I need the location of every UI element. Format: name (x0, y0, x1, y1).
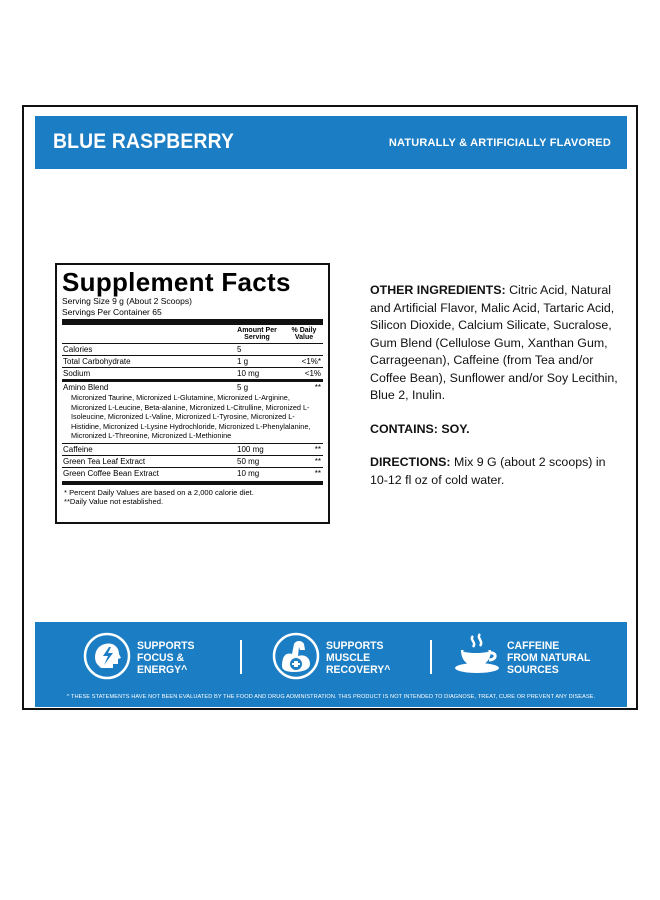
benefits-banner (35, 622, 627, 707)
daily-value-footnote: * Percent Daily Values are based on a 2,000 calorie diet. (64, 487, 254, 497)
serving-size: Serving Size 9 g (About 2 Scoops) (62, 296, 192, 306)
product-label (22, 105, 638, 710)
benefit-separator (240, 640, 242, 674)
facts-row (62, 444, 323, 455)
nutrient-dv: ** (314, 444, 321, 454)
nutrient-dv: ** (314, 456, 321, 466)
contains-label: CONTAINS: (370, 421, 438, 436)
nutrient-dv: <1%* (301, 357, 321, 366)
servings-per-container: Servings Per Container 65 (62, 307, 162, 317)
benefit-line: SUPPORTS (326, 640, 384, 652)
nutrient-amount: 50 mg (237, 456, 260, 466)
nutrient-amount: 5 (237, 345, 242, 354)
benefit-line: FROM NATURAL (507, 652, 591, 664)
facts-row (62, 344, 323, 355)
benefit-line: ENERGY^ (137, 664, 188, 676)
supplement-facts-panel (55, 263, 330, 524)
nutrient-name: Calories (63, 345, 93, 354)
blend-name: Amino Blend (63, 383, 109, 392)
benefit-text (326, 640, 421, 676)
benefit-separator (430, 640, 432, 674)
nutrient-amount: 10 mg (237, 468, 260, 478)
other-ingredients-text: Citric Acid, Natural and Artificial Flavor, Malic Acid, Tartaric Acid, Silicon Dioxide, Calcium Silicate, Sucralose, Gum Blend (Cellulose Gum, Xanthan Gum, Carrageenan), Caffeine (from Tea and/or Coffee Bean), Sunflower and/or Soy Lecithin, Blue 2, Inulin. (370, 283, 618, 402)
nutrient-amount: 1 g (237, 357, 249, 366)
other-ingredients (370, 282, 620, 405)
facts-column-header (62, 325, 323, 343)
benefit-text (507, 640, 602, 676)
nutrient-name: Sodium (63, 369, 91, 378)
directions-text: Mix 9 G (about 2 scoops) in 10-12 fl oz of cold water. (370, 455, 606, 487)
blend-ingredients: Micronized Taurine, Micronized L-Glutamine, Micronized L-Arginine, Micronized L-Leucine, Beta-alanine, Micronized L-Citrulline, Micronized L-Isoleucine, Micronized L-Valine, Micronized L-Tyrosine, Micronized L-Histidine, Micronized L-Lysine Hydrochloride, Micronized L-Phenylalanine, Micronized L-Threonine, Micronized L-Methionine (71, 393, 311, 441)
brain-bolt-icon (83, 632, 131, 680)
facts-divider (62, 481, 323, 485)
fda-disclaimer: ^ THESE STATEMENTS HAVE NOT BEEN EVALUATED BY THE FOOD AND DRUG ADMINISTRATION. THIS PRODUCT IS NOT INTENDED TO DIAGNOSE, TREAT, CURE OR PREVENT ANY DISEASE. (66, 694, 596, 700)
benefit-line: RECOVERY^ (326, 664, 391, 676)
contains-statement (370, 421, 620, 439)
directions-label: DIRECTIONS: (370, 455, 451, 469)
other-ingredients-label: OTHER INGREDIENTS: (370, 283, 506, 297)
benefit-line: FOCUS & (137, 652, 185, 664)
facts-title: Supplement Facts (62, 267, 291, 297)
coffee-cup-icon (453, 632, 501, 680)
nutrient-name: Total Carbohydrate (63, 357, 131, 366)
benefit-text (137, 640, 232, 676)
flavor-banner (35, 116, 627, 169)
nutrient-name: Green Tea Leaf Extract (63, 456, 146, 466)
muscle-arm-icon (272, 632, 320, 680)
benefit-line: CAFFEINE (507, 640, 560, 652)
flavor-note: NATURALLY & ARTIFICIALLY FLAVORED (388, 137, 611, 149)
amino-blend-row (62, 382, 323, 393)
benefit-line: SOURCES (507, 664, 559, 676)
blend-dv: ** (314, 383, 321, 392)
facts-row (62, 356, 323, 367)
ingredients-column (370, 282, 620, 505)
amount-per-serving-header: Amount Per Serving (237, 327, 277, 341)
nutrient-amount: 100 mg (237, 444, 264, 454)
flavor-name: BLUE RASPBERRY (53, 130, 235, 153)
not-established-footnote: **Daily Value not established. (64, 496, 164, 506)
contains-text: SOY. (441, 421, 470, 436)
nutrient-dv: ** (314, 468, 321, 478)
nutrient-name: Green Coffee Bean Extract (63, 468, 159, 478)
nutrient-amount: 10 mg (237, 369, 260, 378)
benefit-line: MUSCLE (326, 652, 371, 664)
facts-row (62, 468, 323, 479)
nutrient-name: Caffeine (63, 444, 93, 454)
facts-row (62, 456, 323, 467)
facts-row (62, 368, 323, 379)
directions (370, 454, 620, 489)
nutrient-dv: <1% (304, 369, 321, 378)
benefit-line: SUPPORTS (137, 640, 195, 652)
daily-value-header: % Daily Value (291, 327, 317, 341)
blend-amount: 5 g (237, 383, 249, 392)
